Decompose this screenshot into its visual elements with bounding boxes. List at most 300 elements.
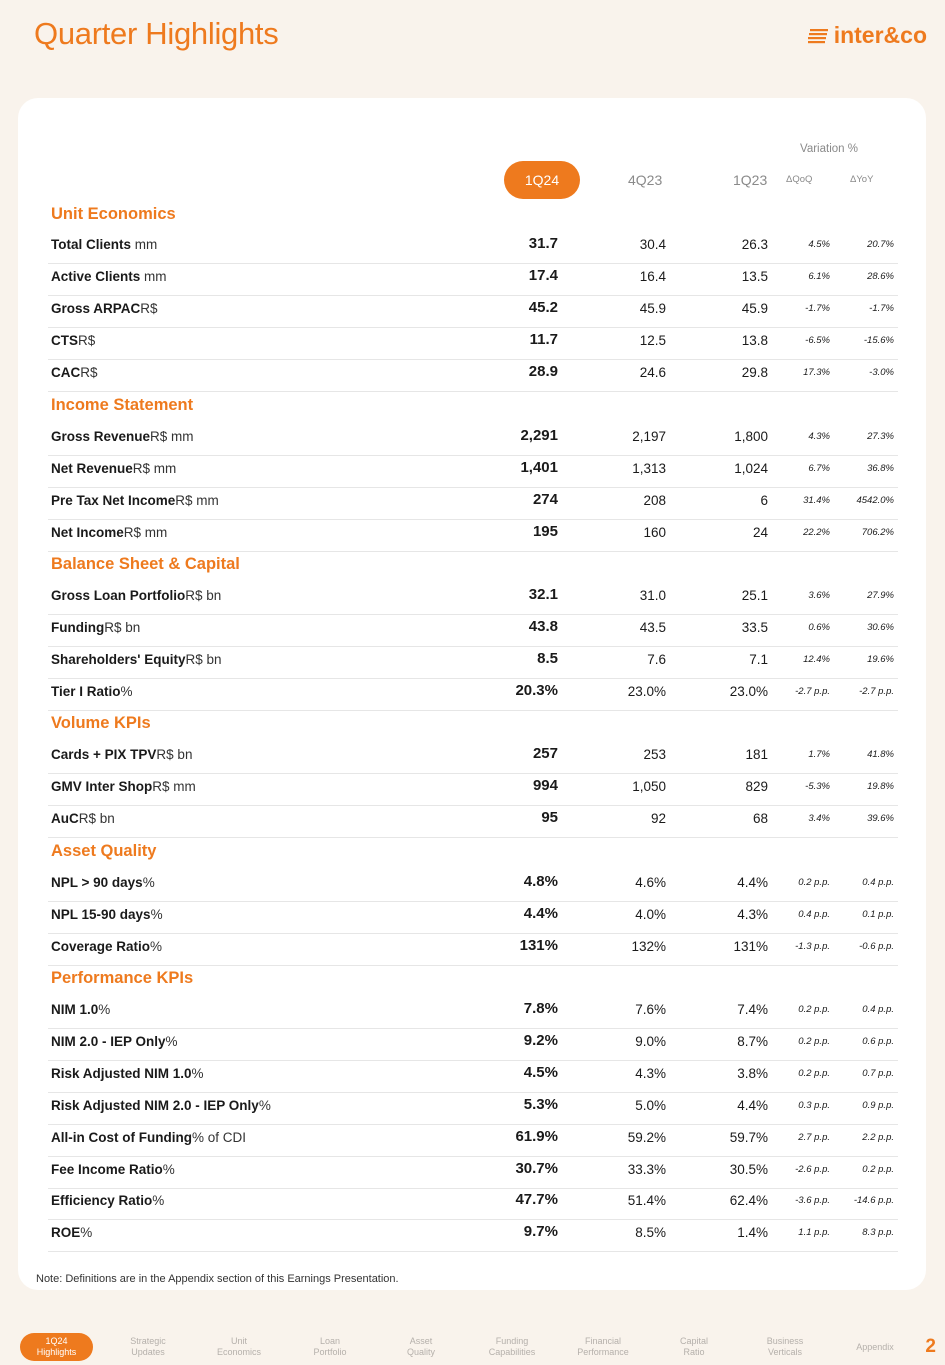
column-header-yoy: ΔYoY	[850, 174, 874, 185]
variation-header: Variation %	[800, 143, 858, 155]
value-4q23: 30.4	[639, 237, 666, 252]
value-1q23: 25.1	[741, 588, 768, 603]
value-yoy: 0.9 p.p.	[862, 1099, 894, 1111]
value-yoy: 19.8%	[867, 780, 894, 792]
metric-unit: R$	[78, 332, 96, 348]
column-header-qoq: ΔQoQ	[786, 174, 813, 185]
metric-unit: R$ mm	[123, 524, 168, 540]
nav-item[interactable]	[833, 1333, 917, 1361]
metric-name: NPL 15-90 days	[51, 906, 151, 922]
table-row	[48, 774, 898, 806]
table-row	[48, 1188, 898, 1220]
value-1q24: 32.1	[528, 586, 558, 603]
value-qoq: 17.3%	[803, 366, 830, 378]
page-number: 2	[925, 1336, 936, 1357]
value-1q23: 1,024	[734, 460, 768, 476]
column-header-1q23: 1Q23	[733, 172, 768, 188]
value-1q23: 29.8	[741, 364, 768, 380]
value-qoq: 4.3%	[808, 431, 830, 442]
metric-name: AuC	[51, 810, 79, 826]
nav-item-label	[680, 1336, 708, 1358]
metric-unit: %	[165, 1033, 178, 1049]
value-qoq: 4.5%	[808, 239, 830, 250]
metric-unit: %	[80, 1225, 93, 1241]
value-yoy: 39.6%	[867, 812, 894, 824]
row-label	[51, 525, 167, 540]
metric-unit: R$ bn	[104, 619, 141, 635]
value-1q23: 26.3	[741, 237, 768, 252]
value-1q24: 131%	[519, 936, 558, 954]
value-qoq: 1.7%	[808, 749, 830, 760]
metric-name: Coverage Ratio	[51, 938, 151, 954]
value-1q23: 6	[760, 492, 768, 508]
metric-unit: %	[120, 683, 133, 699]
value-qoq: 3.6%	[808, 590, 830, 601]
row-label	[51, 461, 176, 476]
table-row	[48, 1157, 898, 1189]
table-row	[48, 232, 898, 264]
table-row	[48, 296, 898, 328]
nav-label-line: Unit	[230, 1336, 247, 1346]
nav-item[interactable]	[20, 1333, 93, 1361]
nav-label-line: Financial	[584, 1336, 622, 1346]
nav-item-label	[489, 1336, 536, 1358]
value-yoy: 0.6 p.p.	[862, 1035, 894, 1047]
value-4q23: 92	[650, 810, 666, 826]
value-4q23: 43.5	[639, 619, 666, 635]
row-label	[51, 1193, 164, 1208]
value-4q23: 1,050	[632, 778, 666, 794]
value-yoy: 19.6%	[867, 653, 894, 665]
value-1q23: 131%	[733, 938, 768, 954]
table-row	[48, 488, 898, 520]
section-title: Asset Quality	[51, 842, 157, 860]
value-4q23: 8.5%	[635, 1225, 666, 1241]
metric-unit: mm	[140, 268, 167, 284]
nav-label-line: Business	[766, 1336, 804, 1346]
metric-unit: %	[258, 1097, 271, 1113]
value-1q24: 43.8	[528, 617, 558, 635]
value-1q24: 2,291	[520, 427, 558, 444]
value-qoq: 0.2 p.p.	[798, 1004, 830, 1015]
metric-unit: R$	[140, 300, 158, 316]
column-header-4q23: 4Q23	[628, 172, 663, 188]
value-4q23: 1,313	[632, 460, 666, 476]
nav-label-line: Ratio	[683, 1347, 705, 1357]
value-4q23: 59.2%	[627, 1129, 666, 1145]
section-title: Performance KPIs	[51, 969, 194, 987]
value-1q23: 13.5	[741, 268, 768, 284]
value-qoq: 6.1%	[808, 270, 830, 282]
metric-name: Cards + PIX TPV	[51, 747, 157, 762]
row-label	[51, 1098, 271, 1113]
metric-unit: R$ bn	[185, 588, 222, 603]
value-yoy: -15.6%	[863, 334, 894, 346]
table-row	[48, 1220, 898, 1252]
row-label	[51, 237, 157, 252]
value-yoy: 20.7%	[867, 239, 894, 250]
value-4q23: 31.0	[639, 588, 666, 603]
row-label	[51, 684, 133, 699]
metric-name: Total Clients	[51, 237, 132, 252]
value-qoq: 0.2 p.p.	[798, 877, 830, 888]
metric-name: Active Clients	[51, 268, 141, 284]
row-label	[51, 907, 163, 922]
row-label	[51, 365, 98, 380]
section-title: Volume KPIs	[51, 714, 151, 732]
metric-name: Fee Income Ratio	[51, 1161, 163, 1177]
value-qoq: 3.4%	[808, 812, 830, 824]
value-1q24: 994	[532, 776, 558, 794]
value-yoy: -3.0%	[869, 366, 894, 378]
value-4q23: 16.4	[639, 268, 666, 284]
value-yoy: 2.2 p.p.	[862, 1131, 894, 1143]
nav-label-line: Economics	[216, 1347, 261, 1357]
value-4q23: 132%	[631, 938, 666, 954]
nav-label-line: Portfolio	[313, 1347, 347, 1357]
footnote: Note: Definitions are in the Appendix section of this Earnings Presentation.	[36, 1273, 399, 1285]
nav-item-label	[37, 1336, 77, 1358]
metric-unit: % of CDI	[191, 1129, 246, 1145]
value-1q24: 17.4	[528, 266, 558, 284]
metric-name: NIM 2.0 - IEP Only	[51, 1033, 166, 1049]
row-label	[51, 779, 196, 794]
nav-item[interactable]	[197, 1333, 281, 1361]
nav-item[interactable]	[379, 1333, 463, 1361]
value-1q24: 45.2	[528, 298, 558, 316]
value-1q23: 33.5	[741, 619, 768, 635]
nav-label-line: Strategic	[130, 1336, 166, 1346]
metric-name: Net Income	[51, 524, 124, 540]
nav-item[interactable]	[652, 1333, 736, 1361]
value-4q23: 51.4%	[627, 1193, 666, 1209]
company-logo	[808, 22, 927, 49]
value-yoy: 0.4 p.p.	[862, 877, 894, 888]
value-1q24: 257	[532, 745, 558, 762]
nav-label-line: Performance	[577, 1347, 629, 1357]
value-yoy: 0.7 p.p.	[862, 1067, 894, 1079]
row-label	[51, 1034, 178, 1049]
nav-label-line: Highlights	[36, 1347, 77, 1357]
value-qoq: 0.4 p.p.	[798, 908, 830, 920]
value-1q23: 4.4%	[737, 875, 768, 890]
value-qoq: 0.2 p.p.	[798, 1067, 830, 1079]
table-row	[48, 583, 898, 615]
metric-name: Tier I Ratio	[51, 683, 121, 699]
metric-name: Risk Adjusted NIM 1.0	[51, 1065, 192, 1081]
row-label	[51, 269, 167, 284]
value-1q23: 59.7%	[729, 1129, 768, 1145]
value-1q24: 20.3%	[515, 681, 558, 699]
value-4q23: 253	[643, 747, 666, 762]
value-yoy: 41.8%	[867, 749, 894, 760]
value-1q24: 8.5	[537, 649, 558, 667]
row-label	[51, 1002, 110, 1017]
value-yoy: -14.6 p.p.	[853, 1195, 894, 1207]
value-1q23: 7.1	[749, 651, 768, 667]
value-1q23: 68	[752, 810, 768, 826]
metric-name: Gross Loan Portfolio	[51, 588, 186, 603]
value-yoy: 0.4 p.p.	[862, 1004, 894, 1015]
nav-item[interactable]	[470, 1333, 554, 1361]
nav-item-label	[407, 1336, 435, 1358]
value-1q23: 62.4%	[729, 1193, 768, 1209]
value-qoq: 31.4%	[803, 494, 830, 506]
metric-unit: %	[191, 1065, 204, 1081]
value-1q23: 4.3%	[737, 906, 768, 922]
value-1q23: 7.4%	[737, 1002, 768, 1017]
table-row	[48, 264, 898, 296]
value-1q23: 1.4%	[737, 1225, 768, 1241]
metric-unit: %	[150, 938, 163, 954]
metric-name: CTS	[51, 332, 78, 348]
value-yoy: 4542.0%	[856, 494, 894, 506]
value-qoq: 0.3 p.p.	[798, 1099, 830, 1111]
value-yoy: -2.7 p.p.	[859, 685, 894, 697]
value-4q23: 9.0%	[635, 1033, 666, 1049]
value-yoy: 0.1 p.p.	[862, 908, 894, 920]
value-qoq: 0.6%	[808, 621, 830, 633]
value-4q23: 4.3%	[635, 1065, 666, 1081]
value-1q24: 95	[541, 808, 558, 826]
table-row	[48, 328, 898, 360]
table-row	[48, 934, 898, 966]
value-yoy: 27.3%	[867, 431, 894, 442]
value-4q23: 12.5	[639, 332, 666, 348]
row-label	[51, 1066, 204, 1081]
table-row	[48, 997, 898, 1029]
metric-name: All-in Cost of Funding	[51, 1129, 192, 1145]
table-row	[48, 679, 898, 711]
value-yoy: -0.6 p.p.	[859, 940, 894, 952]
value-qoq: 22.2%	[803, 526, 830, 538]
row-label	[51, 429, 194, 444]
metric-unit: %	[150, 906, 163, 922]
value-yoy: 28.6%	[867, 270, 894, 282]
value-qoq: -5.3%	[805, 780, 830, 792]
value-qoq: 2.7 p.p.	[798, 1131, 830, 1143]
value-1q23: 3.8%	[737, 1065, 768, 1081]
table-row	[48, 1125, 898, 1157]
column-header-1q24: 1Q24	[504, 161, 580, 199]
metric-name: Gross Revenue	[51, 429, 151, 444]
value-1q24: 9.7%	[523, 1223, 558, 1241]
value-1q23: 829	[745, 778, 768, 794]
value-4q23: 160	[643, 524, 666, 540]
value-1q23: 1,800	[734, 429, 768, 444]
metric-name: CAC	[51, 364, 81, 380]
value-qoq: -6.5%	[805, 334, 830, 346]
page-title: Quarter Highlights	[34, 16, 279, 51]
value-1q24: 47.7%	[515, 1191, 558, 1209]
value-1q23: 13.8	[741, 332, 768, 348]
row-label	[51, 652, 222, 667]
metric-name: Net Revenue	[51, 460, 133, 476]
nav-label-line: Updates	[131, 1347, 165, 1357]
value-qoq: -2.7 p.p.	[795, 685, 830, 697]
table-row	[48, 742, 898, 774]
table-row	[48, 424, 898, 456]
table-row	[48, 520, 898, 552]
metric-unit: R$ bn	[185, 651, 222, 667]
table-row	[48, 902, 898, 934]
section-title: Unit Economics	[51, 205, 176, 223]
logo-stripes-icon	[808, 28, 830, 44]
row-label	[51, 811, 115, 826]
value-qoq: -1.3 p.p.	[795, 940, 830, 952]
value-1q24: 4.4%	[523, 904, 558, 922]
value-1q23: 181	[745, 747, 768, 762]
metric-name: Efficiency Ratio	[51, 1193, 153, 1209]
metric-unit: R$ mm	[152, 778, 196, 794]
value-qoq: 1.1 p.p.	[798, 1227, 830, 1239]
row-label	[51, 301, 158, 316]
value-yoy: -1.7%	[869, 302, 894, 314]
value-1q24: 1,401	[520, 458, 558, 476]
value-1q24: 195	[532, 522, 558, 540]
value-1q24: 31.7	[528, 235, 558, 252]
metric-unit: %	[162, 1161, 175, 1177]
section-title: Income Statement	[51, 396, 194, 414]
metric-name: NIM 1.0	[51, 1002, 99, 1017]
metric-name: GMV Inter Shop	[51, 778, 153, 794]
nav-item-label	[130, 1336, 166, 1358]
value-yoy: 30.6%	[867, 621, 894, 633]
value-4q23: 7.6%	[635, 1002, 666, 1017]
value-1q24: 61.9%	[515, 1127, 558, 1145]
value-yoy: 706.2%	[861, 526, 894, 538]
row-label	[51, 620, 140, 635]
nav-item-label	[767, 1336, 804, 1358]
nav-item-label	[217, 1336, 261, 1358]
value-qoq: 6.7%	[808, 462, 830, 474]
metric-name: Gross ARPAC	[51, 300, 141, 316]
value-yoy: 0.2 p.p.	[862, 1163, 894, 1175]
nav-item[interactable]	[743, 1333, 827, 1361]
value-1q23: 8.7%	[737, 1033, 768, 1049]
nav-label-line: Capabilities	[488, 1347, 536, 1357]
nav-item-label	[577, 1336, 629, 1358]
value-4q23: 4.0%	[635, 906, 666, 922]
table-row	[48, 1029, 898, 1061]
value-4q23: 24.6	[639, 364, 666, 380]
metric-unit: R$ bn	[78, 810, 115, 826]
value-qoq: -1.7%	[805, 302, 830, 314]
value-1q24: 4.8%	[523, 873, 558, 890]
value-yoy: 36.8%	[867, 462, 894, 474]
row-label	[51, 493, 219, 508]
nav-label-line: Appendix	[856, 1341, 894, 1352]
nav-label-line: Asset	[409, 1336, 433, 1346]
row-label	[51, 1130, 246, 1145]
nav-label-line: Capital	[679, 1336, 708, 1346]
row-label	[51, 1225, 92, 1240]
value-1q24: 5.3%	[523, 1095, 558, 1113]
nav-item[interactable]	[106, 1333, 190, 1361]
table-row	[48, 615, 898, 647]
metric-name: Pre Tax Net Income	[51, 492, 176, 508]
row-label	[51, 588, 221, 603]
metric-name: Funding	[51, 619, 105, 635]
nav-label-line: 1Q24	[45, 1336, 68, 1346]
nav-label-line: Loan	[319, 1336, 341, 1346]
nav-label-line: Verticals	[767, 1347, 802, 1357]
value-4q23: 2,197	[632, 429, 666, 444]
metric-unit: %	[98, 1002, 111, 1017]
value-qoq: -2.6 p.p.	[795, 1163, 830, 1175]
value-1q24: 4.5%	[523, 1063, 558, 1081]
row-label	[51, 747, 192, 762]
value-4q23: 5.0%	[635, 1097, 666, 1113]
value-1q23: 23.0%	[729, 683, 768, 699]
value-qoq: -3.6 p.p.	[795, 1195, 830, 1207]
section-title: Balance Sheet & Capital	[51, 555, 240, 573]
value-1q24: 9.2%	[523, 1031, 558, 1049]
metric-unit: %	[142, 875, 155, 890]
row-label	[51, 333, 95, 348]
metric-unit: R$ mm	[150, 429, 194, 444]
table-row	[48, 806, 898, 838]
metric-unit: R$ mm	[175, 492, 219, 508]
metric-name: Risk Adjusted NIM 2.0 - IEP Only	[51, 1097, 259, 1113]
metric-unit: R$ bn	[156, 747, 193, 762]
metric-name: NPL > 90 days	[51, 875, 143, 890]
value-4q23: 33.3%	[627, 1161, 666, 1177]
metric-unit: %	[152, 1193, 165, 1209]
value-1q23: 45.9	[741, 300, 768, 316]
row-label	[51, 875, 155, 890]
value-4q23: 45.9	[639, 300, 666, 316]
value-4q23: 7.6	[647, 651, 666, 667]
value-1q23: 4.4%	[737, 1097, 768, 1113]
nav-item[interactable]	[561, 1333, 645, 1361]
nav-item[interactable]	[288, 1333, 372, 1361]
table-row	[48, 1093, 898, 1125]
value-4q23: 208	[643, 492, 666, 508]
metric-unit: R$	[80, 364, 98, 380]
table-row	[48, 360, 898, 392]
nav-item-label	[313, 1336, 346, 1358]
metric-name: ROE	[51, 1225, 81, 1241]
value-qoq: 0.2 p.p.	[798, 1035, 830, 1047]
table-row	[48, 647, 898, 679]
value-1q24: 11.7	[529, 330, 558, 348]
table-row	[48, 870, 898, 902]
row-label	[51, 1162, 175, 1177]
nav-item-label	[856, 1342, 894, 1353]
value-1q23: 30.5%	[729, 1161, 768, 1177]
value-yoy: 27.9%	[867, 590, 894, 601]
row-label	[51, 939, 162, 954]
metric-unit: R$ mm	[132, 460, 177, 476]
value-yoy: 8.3 p.p.	[862, 1227, 894, 1239]
value-qoq: 12.4%	[803, 653, 830, 665]
nav-label-line: Quality	[406, 1347, 435, 1357]
value-1q23: 24	[752, 524, 768, 540]
value-1q24: 7.8%	[523, 1000, 558, 1017]
table-row	[48, 1061, 898, 1093]
metric-name: Shareholders' Equity	[51, 651, 186, 667]
value-1q24: 30.7%	[515, 1159, 558, 1177]
value-4q23: 4.6%	[635, 875, 666, 890]
metric-unit: mm	[131, 237, 158, 252]
table-row	[48, 456, 898, 488]
value-1q24: 28.9	[528, 362, 558, 380]
nav-label-line: Funding	[495, 1336, 529, 1346]
logo-text: inter&co	[833, 22, 927, 48]
value-1q24: 274	[532, 490, 558, 508]
value-4q23: 23.0%	[627, 683, 666, 699]
